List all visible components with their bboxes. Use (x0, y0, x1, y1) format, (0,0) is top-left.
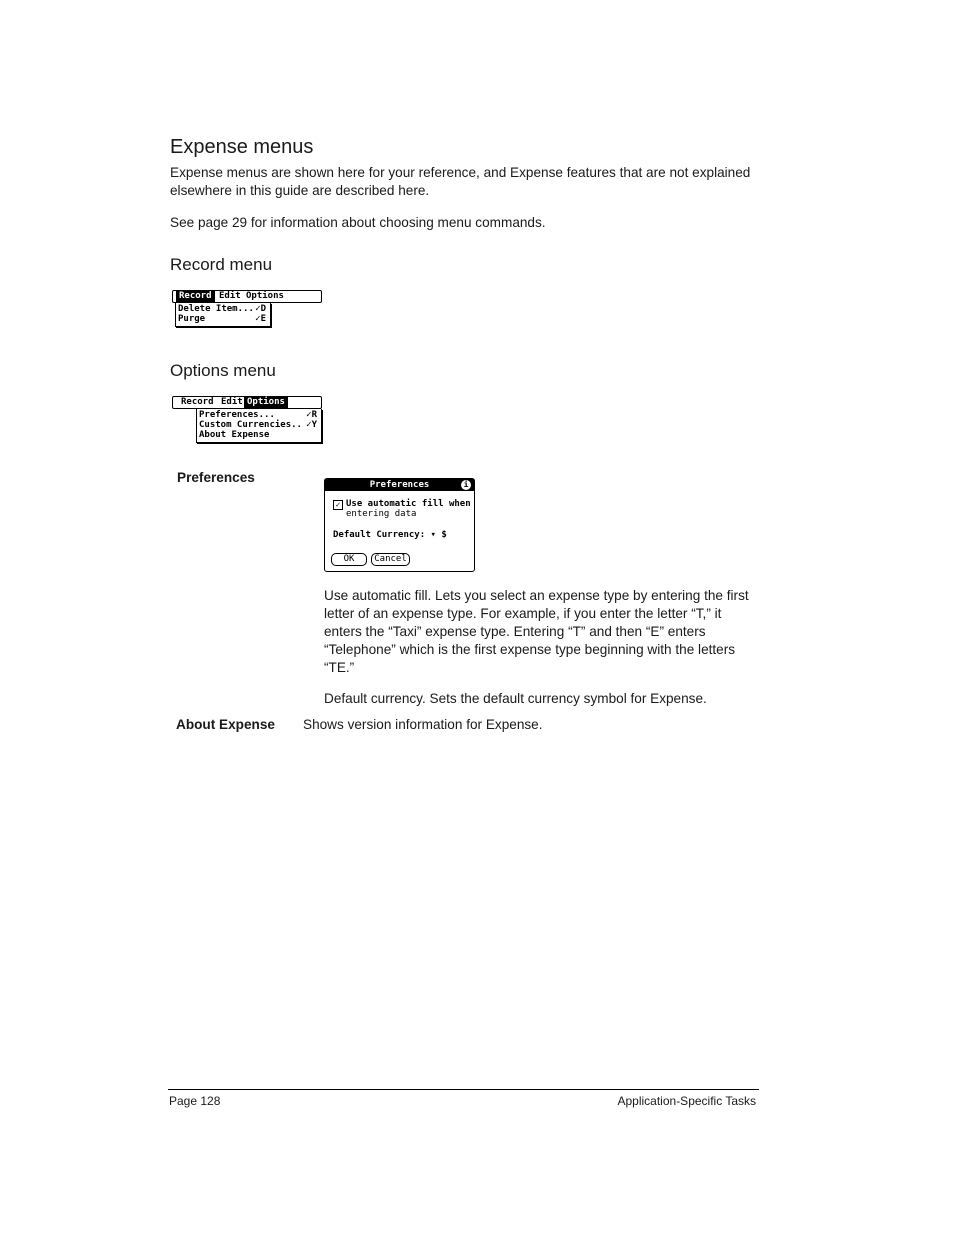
chapter-title: Application-Specific Tasks (617, 1094, 756, 1108)
autofill-checkbox[interactable]: ✓ (333, 500, 343, 510)
menu-record[interactable]: Record (176, 291, 215, 302)
menu-edit[interactable]: Edit (219, 291, 241, 301)
ok-button[interactable]: OK (331, 553, 367, 566)
preferences-label: Preferences (177, 470, 255, 485)
menu-item-delete-item[interactable] (176, 304, 270, 314)
autofill-description: Use automatic fill. Lets you select an expense type by entering the first letter of an expense type. For example, if you enter the letter “T,” it enters the “Taxi” expense type. Entering “T” and then “E” enters “Telephone” which is the first expense type beginning with the letters “TE.” (324, 588, 749, 675)
chevron-down-icon[interactable]: ▾ (430, 530, 436, 540)
about-expense-description: Shows version information for Expense. (303, 717, 543, 732)
record-dropdown (175, 303, 271, 327)
about-expense-label: About Expense (176, 717, 275, 732)
menu-item-preferences[interactable] (197, 410, 321, 420)
currency-label: Default Currency: (333, 530, 426, 540)
menu-item-label: Custom Currencies.. (199, 420, 302, 430)
menu-record[interactable]: Record (181, 397, 214, 407)
shortcut-label: ✓R (306, 410, 317, 420)
see-page-paragraph: See page 29 for information about choosing menu commands. (170, 215, 546, 230)
options-dropdown (196, 409, 322, 443)
info-icon[interactable]: i (461, 480, 471, 490)
menu-item-label: Purge (178, 314, 206, 324)
currency-description: Default currency. Sets the default currency symbol for Expense. (324, 691, 707, 706)
currency-row (333, 530, 447, 540)
shortcut-label: ✓E (255, 314, 266, 324)
preferences-dialog (324, 478, 475, 572)
shortcut-label: ✓Y (306, 420, 317, 430)
menu-bar (172, 290, 322, 303)
menu-item-label: About Expense (199, 430, 270, 440)
dialog-title: Preferences (325, 479, 474, 491)
autofill-label-line1: Use automatic fill when (346, 499, 471, 509)
page-number: Page 128 (169, 1094, 221, 1108)
menu-item-custom-currencies[interactable] (197, 420, 321, 430)
menu-item-label: Delete Item... (178, 304, 254, 314)
record-menu-heading: Record menu (170, 255, 273, 274)
cancel-button[interactable]: Cancel (371, 553, 410, 566)
autofill-label-line2: entering data (346, 509, 417, 519)
menu-edit[interactable]: Edit (221, 397, 243, 407)
shortcut-label: ✓D (255, 304, 266, 314)
options-menu-heading: Options menu (170, 361, 276, 380)
intro-paragraph: Expense menus are shown here for your reference, and Expense features that are not explained elsewhere in this guide are described here. (170, 165, 751, 198)
menu-item-purge[interactable] (176, 314, 270, 324)
footer-rule (168, 1089, 759, 1090)
menu-item-label: Preferences... (199, 410, 275, 420)
currency-value[interactable]: $ (441, 530, 447, 540)
page-title: Expense menus (170, 136, 314, 158)
menu-item-about-expense[interactable] (197, 430, 321, 440)
menu-options[interactable]: Options (244, 397, 288, 408)
menu-options[interactable]: Options (246, 291, 284, 301)
menu-bar (172, 396, 322, 409)
